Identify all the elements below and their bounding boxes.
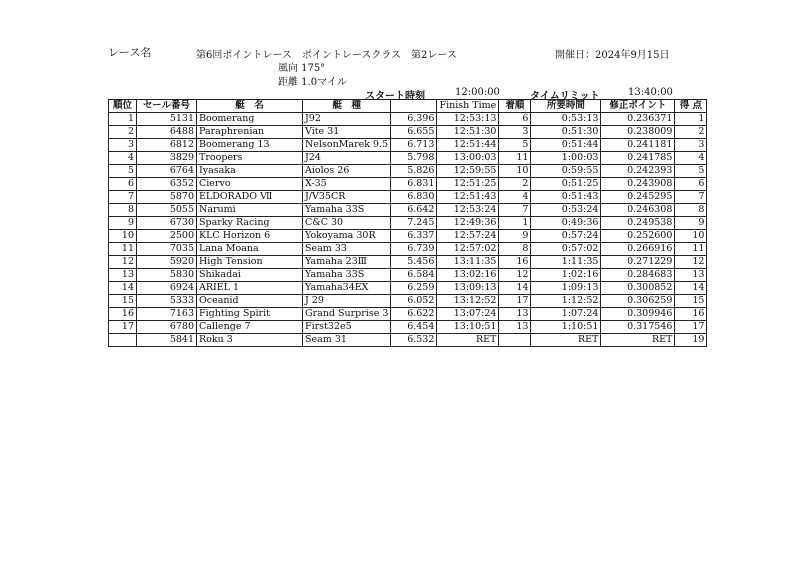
table-row [109,217,707,230]
finish-order-cell: 11 [499,152,531,165]
corrected-point-cell: 0.284683 [601,269,675,282]
rank-cell: 16 [109,308,137,321]
col-finish-time: Finish Time [437,100,499,113]
corrected-point-cell: RET [601,334,675,347]
finish-time-cell: 12:51:30 [437,126,499,139]
rating-cell: 6.831 [391,178,437,191]
elapsed-time-cell: 0:57:24 [531,230,601,243]
rank-cell: 6 [109,178,137,191]
boat-name-cell: Boomerang [197,113,303,126]
rating-cell: 6.337 [391,230,437,243]
table-row [109,308,707,321]
rank-cell: 10 [109,230,137,243]
col-rating [391,100,437,113]
table-row [109,204,707,217]
boat-name-cell: Troopers [197,152,303,165]
col-sail-number: セール番号 [137,100,197,113]
finish-order-cell: 4 [499,191,531,204]
score-cell: 16 [675,308,707,321]
corrected-point-cell: 0.236371 [601,113,675,126]
table-row [109,334,707,347]
elapsed-time-cell: 0:51:43 [531,191,601,204]
elapsed-time-cell: 0:53:13 [531,113,601,126]
table-row [109,230,707,243]
finish-time-cell: 13:00:03 [437,152,499,165]
finish-time-cell: 12:53:24 [437,204,499,217]
col-corrected-point: 修正ポイント [601,100,675,113]
table-row [109,178,707,191]
elapsed-time-cell: 1:09:13 [531,282,601,295]
corrected-point-cell: 0.245295 [601,191,675,204]
finish-order-cell: 9 [499,230,531,243]
finish-order-cell: 2 [499,178,531,191]
boat-type-cell: Yamaha34EX [303,282,391,295]
table-row [109,165,707,178]
col-boat-type: 艇 種 [303,100,391,113]
boat-name-cell: Iyasaka [197,165,303,178]
rank-cell: 15 [109,295,137,308]
boat-name-cell: Lana Moana [197,243,303,256]
finish-order-cell: 13 [499,321,531,334]
finish-time-cell: RET [437,334,499,347]
sail-number-cell: 2500 [137,230,197,243]
race-distance: 距離 1.0マイル [278,77,347,88]
finish-time-cell: 13:09:13 [437,282,499,295]
col-boat-name: 艇 名 [197,100,303,113]
score-cell: 15 [675,295,707,308]
sail-number-cell: 5830 [137,269,197,282]
finish-time-cell: 12:51:43 [437,191,499,204]
score-cell: 4 [675,152,707,165]
rating-cell: 6.655 [391,126,437,139]
corrected-point-cell: 0.317546 [601,321,675,334]
sail-number-cell: 6780 [137,321,197,334]
rating-cell: 6.739 [391,243,437,256]
table-row [109,256,707,269]
score-cell: 12 [675,256,707,269]
time-limit-label: タイムリミット [530,91,600,102]
score-cell: 3 [675,139,707,152]
boat-type-cell: Vite 31 [303,126,391,139]
rank-cell [109,334,137,347]
boat-name-cell: Narumi [197,204,303,217]
score-cell: 14 [675,282,707,295]
rating-cell: 6.454 [391,321,437,334]
score-cell: 7 [675,191,707,204]
boat-name-cell: High Tension [197,256,303,269]
rating-cell: 6.713 [391,139,437,152]
finish-order-cell [499,334,531,347]
boat-name-cell: Paraphrenian [197,126,303,139]
score-cell: 10 [675,230,707,243]
finish-time-cell: 13:10:51 [437,321,499,334]
finish-order-cell: 6 [499,113,531,126]
table-row [109,126,707,139]
sail-number-cell: 5055 [137,204,197,217]
rating-cell: 6.830 [391,191,437,204]
boat-type-cell: J24 [303,152,391,165]
finish-order-cell: 13 [499,308,531,321]
elapsed-time-cell: 0:51:30 [531,126,601,139]
sail-number-cell: 5870 [137,191,197,204]
sail-number-cell: 5920 [137,256,197,269]
rating-cell: 6.622 [391,308,437,321]
rank-cell: 2 [109,126,137,139]
rating-cell: 6.396 [391,113,437,126]
finish-order-cell: 17 [499,295,531,308]
boat-type-cell: NelsonMarek 9.5 [303,139,391,152]
corrected-point-cell: 0.243908 [601,178,675,191]
boat-type-cell: J/V35CR [303,191,391,204]
boat-name-cell: Sparky Racing [197,217,303,230]
score-cell: 13 [675,269,707,282]
table-row [109,139,707,152]
time-limit: 13:40:00 [628,87,673,98]
corrected-point-cell: 0.266916 [601,243,675,256]
corrected-point-cell: 0.306259 [601,295,675,308]
rank-cell: 7 [109,191,137,204]
corrected-point-cell: 0.309946 [601,308,675,321]
boat-type-cell: Grand Surprise 3 [303,308,391,321]
boat-name-cell: ARIEL 1 [197,282,303,295]
finish-order-cell: 12 [499,269,531,282]
elapsed-time-cell: 1:11:35 [531,256,601,269]
score-cell: 11 [675,243,707,256]
rating-cell: 6.532 [391,334,437,347]
corrected-point-cell: 0.252600 [601,230,675,243]
elapsed-time-cell: 0:51:25 [531,178,601,191]
sail-number-cell: 6730 [137,217,197,230]
corrected-point-cell: 0.241785 [601,152,675,165]
boat-name-cell: Callenge 7 [197,321,303,334]
rank-cell: 8 [109,204,137,217]
table-header-row [109,100,707,113]
race-name: 第6回ポイントレース ポイントレースクラス 第2レース [196,50,457,61]
event-date: 開催日：2024年9月15日 [555,50,670,61]
boat-type-cell: Yamaha 23Ⅲ [303,256,391,269]
sail-number-cell: 5333 [137,295,197,308]
rank-cell: 14 [109,282,137,295]
corrected-point-cell: 0.246308 [601,204,675,217]
col-elapsed-time: 所要時間 [531,100,601,113]
rating-cell: 7.245 [391,217,437,230]
finish-time-cell: 12:57:24 [437,230,499,243]
rank-cell: 1 [109,113,137,126]
score-cell: 5 [675,165,707,178]
boat-type-cell: Aiolos 26 [303,165,391,178]
finish-order-cell: 8 [499,243,531,256]
score-cell: 9 [675,217,707,230]
sail-number-cell: 6352 [137,178,197,191]
corrected-point-cell: 0.300852 [601,282,675,295]
start-time: 12:00:00 [455,87,500,98]
rating-cell: 6.642 [391,204,437,217]
results-table [108,99,707,347]
sail-number-cell: 5131 [137,113,197,126]
finish-order-cell: 1 [499,217,531,230]
finish-time-cell: 12:51:44 [437,139,499,152]
score-cell: 8 [675,204,707,217]
boat-name-cell: Shikadai [197,269,303,282]
sail-number-cell: 3829 [137,152,197,165]
boat-type-cell: X-35 [303,178,391,191]
score-cell: 19 [675,334,707,347]
elapsed-time-cell: 1:07:24 [531,308,601,321]
elapsed-time-cell: 0:59:55 [531,165,601,178]
finish-order-cell: 7 [499,204,531,217]
finish-time-cell: 12:53:13 [437,113,499,126]
rank-cell: 5 [109,165,137,178]
start-time-label: スタート時刻 [365,91,425,102]
corrected-point-cell: 0.249538 [601,217,675,230]
boat-type-cell: J92 [303,113,391,126]
finish-order-cell: 10 [499,165,531,178]
boat-name-cell: Ciervo [197,178,303,191]
rank-cell: 4 [109,152,137,165]
boat-name-cell: Roku 3 [197,334,303,347]
boat-type-cell: J 29 [303,295,391,308]
rating-cell: 6.259 [391,282,437,295]
finish-time-cell: 13:02:16 [437,269,499,282]
elapsed-time-cell: 0:57:02 [531,243,601,256]
table-row [109,113,707,126]
rank-cell: 9 [109,217,137,230]
sail-number-cell: 7035 [137,243,197,256]
col-rank: 順位 [109,100,137,113]
sail-number-cell: 6488 [137,126,197,139]
boat-type-cell: Seam 33 [303,243,391,256]
score-cell: 6 [675,178,707,191]
boat-type-cell: Yamaha 33S [303,204,391,217]
score-cell: 1 [675,113,707,126]
rank-cell: 17 [109,321,137,334]
boat-name-cell: ELDORADO Ⅶ [197,191,303,204]
elapsed-time-cell: 1:10:51 [531,321,601,334]
wind-direction: 風向 175° [278,63,326,74]
rank-cell: 3 [109,139,137,152]
rating-cell: 5.826 [391,165,437,178]
elapsed-time-cell: 0:49:36 [531,217,601,230]
sail-number-cell: 7163 [137,308,197,321]
finish-time-cell: 12:51:25 [437,178,499,191]
sail-number-cell: 6812 [137,139,197,152]
table-row [109,152,707,165]
table-row [109,191,707,204]
finish-order-cell: 16 [499,256,531,269]
finish-time-cell: 13:07:24 [437,308,499,321]
rating-cell: 5.456 [391,256,437,269]
boat-name-cell: Boomerang 13 [197,139,303,152]
rating-cell: 5.798 [391,152,437,165]
elapsed-time-cell: 1:00:03 [531,152,601,165]
boat-type-cell: C&C 30 [303,217,391,230]
elapsed-time-cell: 0:53:24 [531,204,601,217]
boat-type-cell: First32e5 [303,321,391,334]
boat-name-cell: Oceanid [197,295,303,308]
finish-time-cell: 13:11:35 [437,256,499,269]
table-row [109,321,707,334]
boat-name-cell: KLC Horizon 6 [197,230,303,243]
rating-cell: 6.052 [391,295,437,308]
elapsed-time-cell: 1:12:52 [531,295,601,308]
score-cell: 2 [675,126,707,139]
corrected-point-cell: 0.241181 [601,139,675,152]
boat-type-cell: Seam 31 [303,334,391,347]
elapsed-time-cell: 1:02:16 [531,269,601,282]
table-row [109,243,707,256]
elapsed-time-cell: RET [531,334,601,347]
sail-number-cell: 5841 [137,334,197,347]
rank-cell: 12 [109,256,137,269]
boat-type-cell: Yokoyama 30R [303,230,391,243]
finish-order-cell: 3 [499,126,531,139]
corrected-point-cell: 0.271229 [601,256,675,269]
table-row [109,269,707,282]
finish-order-cell: 5 [499,139,531,152]
finish-time-cell: 12:59:55 [437,165,499,178]
rank-cell: 13 [109,269,137,282]
col-finish-order: 着順 [499,100,531,113]
rating-cell: 6.584 [391,269,437,282]
finish-time-cell: 12:57:02 [437,243,499,256]
race-label: レース名 [108,46,152,59]
boat-name-cell: Fighting Spirit [197,308,303,321]
rank-cell: 11 [109,243,137,256]
sail-number-cell: 6764 [137,165,197,178]
finish-order-cell: 14 [499,282,531,295]
boat-type-cell: Yamaha 33S [303,269,391,282]
finish-time-cell: 13:12:52 [437,295,499,308]
corrected-point-cell: 0.238009 [601,126,675,139]
corrected-point-cell: 0.242393 [601,165,675,178]
col-score: 得 点 [675,100,707,113]
sail-number-cell: 6924 [137,282,197,295]
table-row [109,295,707,308]
table-row [109,282,707,295]
elapsed-time-cell: 0:51:44 [531,139,601,152]
score-cell: 17 [675,321,707,334]
finish-time-cell: 12:49:36 [437,217,499,230]
